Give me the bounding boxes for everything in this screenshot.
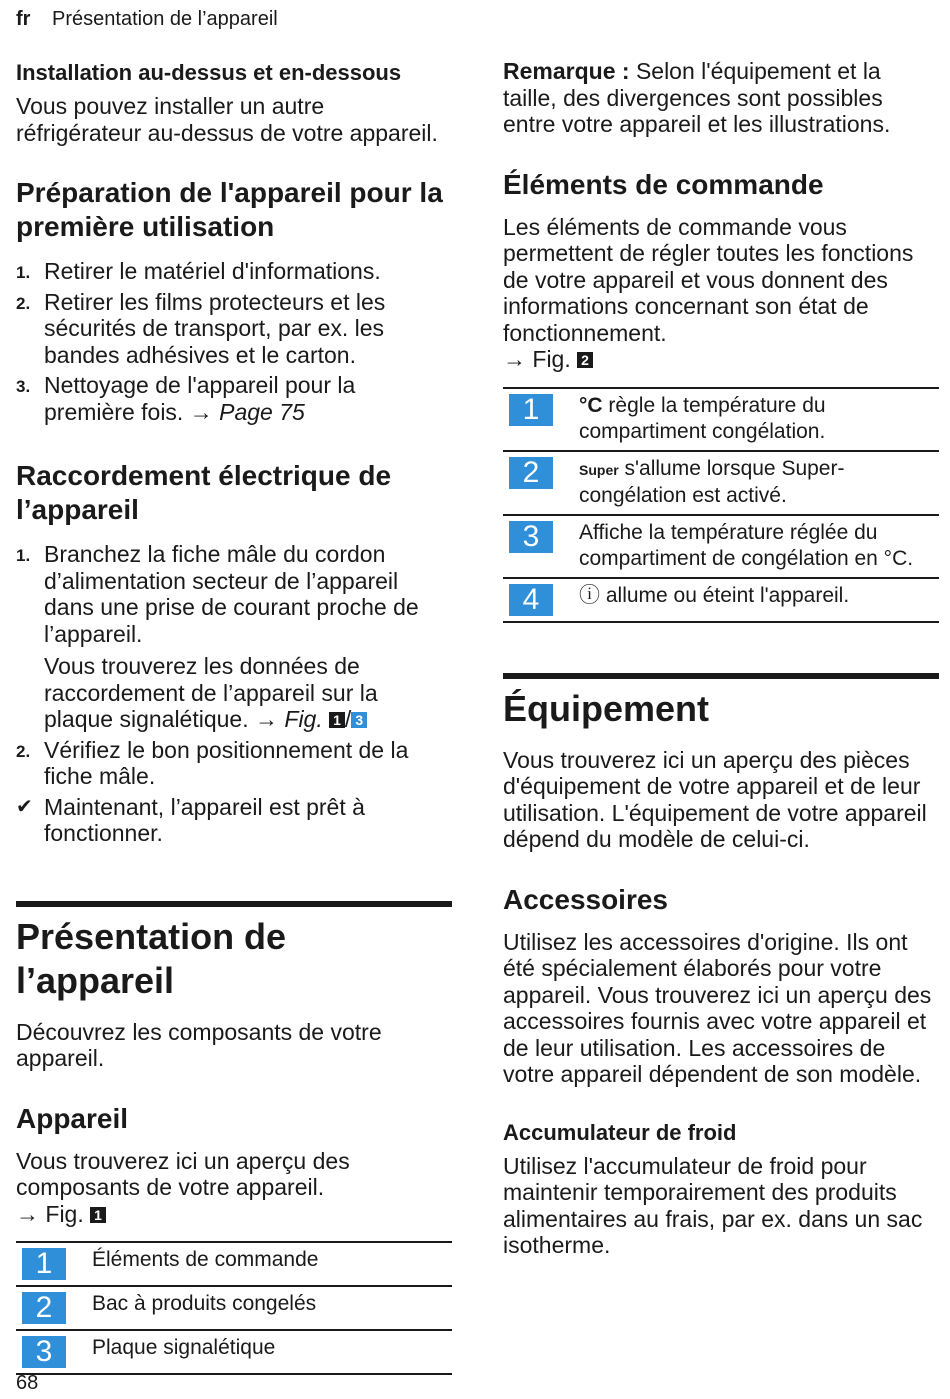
power-icon: ⓘ bbox=[579, 583, 600, 607]
legend-label: Affiche la température réglée du compartiment de congélation en °C. bbox=[579, 515, 939, 578]
fig-3-badge: 3 bbox=[351, 712, 367, 728]
fig-reference-link[interactable]: → Fig. bbox=[255, 706, 323, 732]
elec-heading: Raccordement électrique de l’appareil bbox=[16, 460, 392, 525]
elec-note: Vous trouverez les données de raccordement de l’appareil sur la plaque signalétique. → Fig. 1 / 3 bbox=[44, 653, 378, 732]
pres-text: Découvrez les composants de votre appareil. bbox=[16, 1018, 382, 1071]
appareil-fig-ref bbox=[16, 1201, 452, 1228]
prep-steps bbox=[16, 258, 452, 425]
legend-label: Éléments de commande bbox=[92, 1242, 452, 1286]
header-title: Présentation de l’appareil bbox=[52, 8, 278, 30]
controls-heading: Éléments de commande bbox=[503, 168, 824, 200]
checkmark-icon: ✔ bbox=[16, 795, 33, 818]
page-reference-link[interactable]: → Page 75 bbox=[189, 398, 305, 425]
appareil-heading: Appareil bbox=[16, 1102, 129, 1134]
accessories-heading: Accessoires bbox=[503, 883, 669, 915]
equip-text: Vous trouverez ici un aperçu des pièces d'équipement de votre appareil et de leur utilisation. L'équipement de votre appareil dépend du modèle de celui-ci. bbox=[503, 746, 927, 852]
table-row bbox=[16, 1330, 452, 1374]
legend-label: règle la température du compartiment congélation. bbox=[579, 393, 826, 443]
page-number: 68 bbox=[16, 1372, 39, 1394]
number-badge: 3 bbox=[22, 1336, 66, 1368]
install-heading: Installation au-dessus et en-dessous bbox=[16, 60, 402, 85]
table-row bbox=[16, 1286, 452, 1330]
number-badge: 1 bbox=[509, 394, 553, 426]
table-row bbox=[503, 515, 939, 578]
install-text: Vous pouvez installer un autre réfrigérateur au-dessus de votre appareil. bbox=[16, 93, 438, 146]
number-badge: 2 bbox=[509, 457, 553, 489]
elec-step-2: 2. Vérifiez le bon positionnement de la fiche mâle. bbox=[16, 736, 409, 789]
controls-fig-ref bbox=[503, 346, 939, 373]
pres-heading: Présentation de l’appareil bbox=[16, 901, 452, 1003]
fig-reference-link[interactable]: → Fig. bbox=[16, 1200, 84, 1227]
fig-badge: 2 bbox=[577, 352, 593, 368]
elec-result: ✔ Maintenant, l’appareil est prêt à fonctionner. bbox=[16, 793, 365, 846]
remark bbox=[503, 58, 939, 138]
fig-reference-link[interactable]: → Fig. bbox=[503, 346, 571, 372]
fig-1-badge: 1 bbox=[329, 712, 345, 728]
controls-legend bbox=[503, 387, 939, 623]
legend-label: Plaque signalétique bbox=[92, 1330, 452, 1374]
prep-step-2: 2. Retirer les films protecteurs et les sécurités de transport, par ex. les bandes adhésives et le carton. bbox=[16, 288, 386, 368]
legend-label: allume ou éteint l'appareil. bbox=[605, 583, 850, 607]
appareil-text: Vous trouverez ici un aperçu des composants de votre appareil. bbox=[16, 1147, 350, 1200]
equip-heading: Équipement bbox=[503, 673, 939, 731]
right-column bbox=[503, 58, 939, 1259]
remark-label: Remarque : bbox=[503, 58, 630, 84]
prep-heading: Préparation de l'appareil pour la première utilisation bbox=[16, 177, 443, 242]
table-row bbox=[503, 388, 939, 451]
cold-heading: Accumulateur de froid bbox=[503, 1119, 737, 1145]
controls-text: Les éléments de commande vous permettent de régler toutes les fonctions de votre appareil et vous donnent des informations concernant son état de fonctionnement. bbox=[503, 213, 914, 346]
super-symbol: Super bbox=[579, 461, 619, 478]
number-badge: 3 bbox=[509, 521, 553, 553]
legend-label: s'allume lorsque Super-congélation est activé. bbox=[579, 456, 845, 507]
number-badge: 4 bbox=[509, 584, 553, 616]
table-row bbox=[503, 578, 939, 622]
prep-step-1: 1. Retirer le matériel d'informations. bbox=[16, 258, 381, 284]
accessories-text: Utilisez les accessoires d'origine. Ils ont été spécialement élaborés pour votre appareil. Vous trouverez ici un aperçu des accessoires fournis avec votre appareil et de leur utilisation. Les accessoires de votre appareil dépendent de son modèle. bbox=[503, 928, 932, 1087]
prep-step-3: 3. Nettoyage de l'appareil pour la première fois. → Page 75 bbox=[16, 372, 356, 425]
language-code: fr bbox=[16, 8, 31, 30]
page-header bbox=[16, 8, 278, 31]
table-row bbox=[16, 1242, 452, 1286]
elec-steps bbox=[16, 541, 452, 847]
celsius-symbol: °C bbox=[579, 393, 603, 417]
remark-text: Selon l'équipement et la taille, des divergences sont possibles entre votre appareil et les illustrations. bbox=[503, 58, 891, 137]
elec-step-1: 1. Branchez la fiche mâle du cordon d’alimentation secteur de l’appareil dans une prise de courant proche de l’appareil. bbox=[16, 541, 419, 647]
legend-label: Bac à produits congelés bbox=[92, 1286, 452, 1330]
number-badge: 1 bbox=[22, 1248, 66, 1280]
fig-badge: 1 bbox=[90, 1207, 106, 1223]
number-badge: 2 bbox=[22, 1292, 66, 1324]
cold-text: Utilisez l'accumulateur de froid pour maintenir temporairement des produits alimentaires au frais, par ex. dans un sac isotherme. bbox=[503, 1152, 923, 1258]
table-row bbox=[503, 451, 939, 515]
appareil-legend bbox=[16, 1241, 452, 1375]
left-column bbox=[16, 58, 452, 1375]
